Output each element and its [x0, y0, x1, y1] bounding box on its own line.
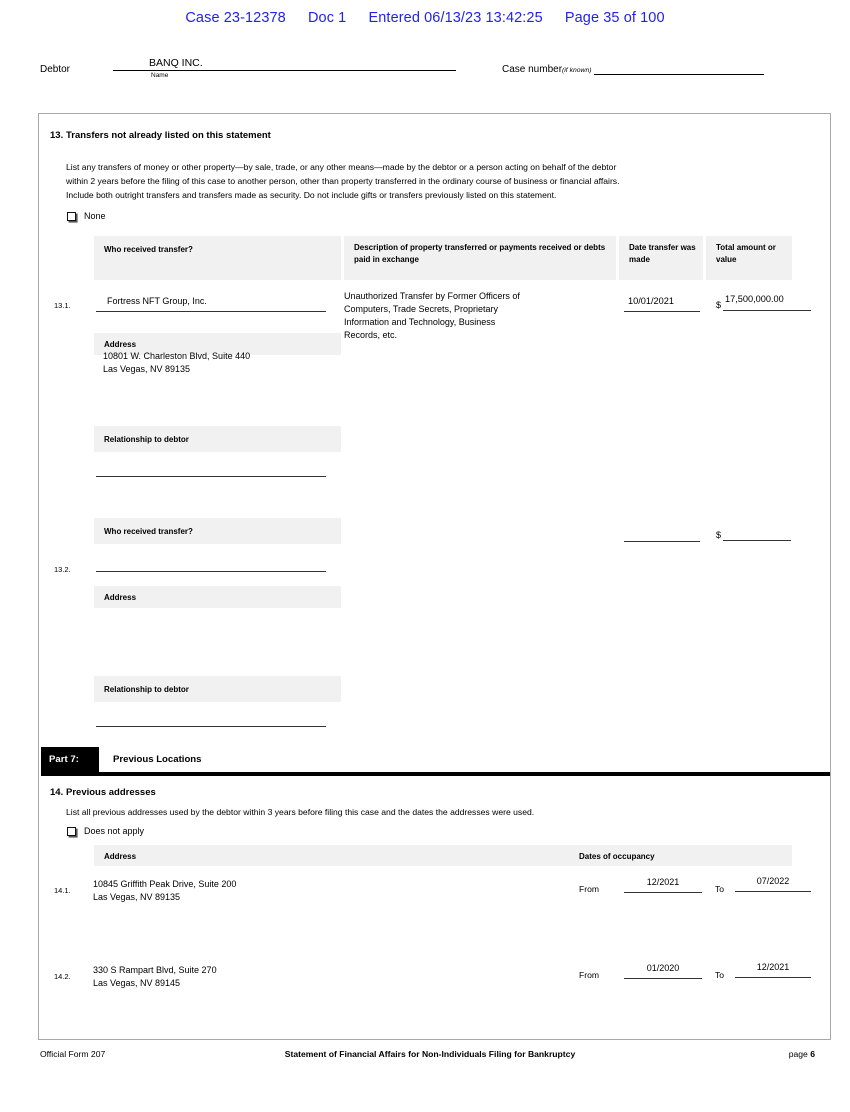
column-header-who-received-transfer: Who received transfer?: [94, 236, 341, 280]
previous-address-line-1-14-1[interactable]: 10845 Griffith Peak Drive, Suite 200: [93, 879, 237, 889]
relationship-label-13-2: Relationship to debtor: [94, 676, 341, 702]
ecf-header-stamp: [0, 10, 850, 26]
description-line-2-13-1: Computers, Trade Secrets, Proprietary: [344, 304, 499, 314]
transfer-amount-rule-13-2: [723, 540, 791, 541]
case-number-input[interactable]: [594, 64, 764, 75]
currency-symbol-13-1: $: [716, 300, 722, 310]
previous-address-line-1-14-2[interactable]: 330 S Rampart Blvd, Suite 270: [93, 965, 217, 975]
question-13-title: Transfers not already listed on this statement: [66, 130, 271, 141]
occupancy-from-rule-14-2: [624, 978, 702, 979]
column-header-dates-of-occupancy: Dates of occupancy: [575, 845, 792, 866]
row-index-13-2: 13.2.: [54, 565, 71, 574]
question-14-title: Previous addresses: [66, 787, 156, 798]
address-line-2-13-1[interactable]: Las Vegas, NV 89135: [103, 364, 191, 374]
relationship-rule-13-2: [96, 726, 326, 727]
occupancy-to-14-1[interactable]: 07/2022: [756, 876, 790, 886]
occupancy-from-rule-14-1: [624, 892, 702, 893]
row-index-13-1: 13.1.: [54, 301, 71, 310]
part-7-title: Previous Locations: [113, 754, 202, 765]
occupancy-from-14-2[interactable]: 01/2020: [646, 963, 680, 973]
relationship-label-13-1: Relationship to debtor: [94, 426, 341, 452]
debtor-header-row: [40, 57, 810, 89]
description-line-4-13-1: Records, etc.: [344, 330, 398, 340]
question-14-does-not-apply-label: Does not apply: [84, 826, 145, 836]
question-13-body-line-3: Include both outright transfers and transfers made as security. Do not include gifts or transfers previously listed on this statement.: [66, 190, 557, 200]
question-13-number: 13.: [50, 130, 64, 141]
recipient-name-13-1[interactable]: Fortress NFT Group, Inc.: [107, 296, 207, 306]
footer-form-name: Official Form 207: [40, 1049, 106, 1059]
row-index-14-1: 14.1.: [54, 886, 71, 895]
ecf-case-number: Case 23-12378: [185, 10, 286, 26]
occupancy-to-14-2[interactable]: 12/2021: [756, 962, 790, 972]
debtor-name-field[interactable]: [113, 57, 456, 79]
row-index-14-2: 14.2.: [54, 972, 71, 981]
column-header-total-amount: Total amount or value: [706, 236, 792, 280]
recipient-rule-13-2: [96, 571, 326, 572]
ecf-page-indicator: Page 35 of 100: [564, 10, 665, 26]
address-label-13-1: Address: [94, 333, 341, 355]
case-number-field[interactable]: [502, 64, 810, 75]
from-label-14-1: From: [579, 884, 600, 894]
footer-page-number: [789, 1049, 815, 1059]
column-header-address: Address: [94, 845, 792, 866]
question-14-number: 14.: [50, 787, 64, 798]
transfer-date-rule-13-2: [624, 541, 700, 542]
question-14-body: List all previous addresses used by the debtor within 3 years before filing this case and the dates the addresses were used.: [66, 807, 535, 817]
question-13-none-checkbox[interactable]: [67, 212, 76, 221]
column-header-description: Description of property transferred or payments received or debts paid in exchange: [344, 236, 616, 280]
relationship-rule-13-1: [96, 476, 326, 477]
case-number-label: Case number: [502, 64, 563, 75]
column-header-who-received-transfer-13-2: Who received transfer?: [94, 518, 341, 544]
currency-symbol-13-2: $: [716, 530, 722, 540]
part-7-divider: [41, 772, 830, 776]
footer-page-label: page: [788, 1049, 808, 1059]
from-label-14-2: From: [579, 970, 600, 980]
transfer-date-rule-13-1: [624, 311, 700, 312]
debtor-name-caption: Name: [151, 72, 169, 79]
column-header-date-transfer: Date transfer was made: [619, 236, 703, 280]
ecf-doc-number: Doc 1: [307, 10, 347, 26]
description-line-3-13-1: Information and Technology, Business: [344, 317, 496, 327]
occupancy-from-14-1[interactable]: 12/2021: [646, 877, 680, 887]
transfer-amount-13-1[interactable]: 17,500,000.00: [725, 294, 784, 304]
form-content-frame: [38, 113, 831, 1040]
question-14-does-not-apply-checkbox[interactable]: [67, 827, 76, 836]
question-13-none-label: None: [84, 211, 106, 221]
previous-address-line-2-14-1[interactable]: Las Vegas, NV 89135: [93, 892, 181, 902]
question-13-body-line-1: List any transfers of money or other property—by sale, trade, or any other means—made by the debtor or a person acting on behalf of the debtor: [66, 162, 617, 172]
footer-page-value: 6: [810, 1049, 815, 1059]
debtor-label: Debtor: [40, 64, 71, 75]
occupancy-to-rule-14-1: [735, 891, 811, 892]
part-7-tag: Part 7:: [41, 747, 99, 772]
debtor-name-value: BANQ INC.: [149, 57, 203, 69]
question-13-body-line-2: within 2 years before the filing of this case to another person, other than property transferred in the ordinary course of business or financial affairs.: [66, 176, 620, 186]
transfer-date-13-1[interactable]: 10/01/2021: [628, 296, 674, 306]
transfer-amount-rule-13-1: [723, 310, 811, 311]
recipient-rule-13-1: [96, 311, 326, 312]
part-7-bar: [41, 747, 830, 772]
description-line-1-13-1: Unauthorized Transfer by Former Officers of: [344, 291, 520, 301]
to-label-14-1: To: [715, 884, 725, 894]
to-label-14-2: To: [715, 970, 725, 980]
address-line-1-13-1[interactable]: 10801 W. Charleston Blvd, Suite 440: [103, 351, 251, 361]
case-number-hint: (if known): [562, 67, 592, 74]
footer-form-title: Statement of Financial Affairs for Non-Individuals Filing for Bankruptcy: [284, 1049, 576, 1059]
occupancy-to-rule-14-2: [735, 977, 811, 978]
page-footer: [40, 1049, 820, 1065]
previous-address-line-2-14-2[interactable]: Las Vegas, NV 89145: [93, 978, 181, 988]
ecf-entered-timestamp: Entered 06/13/23 13:42:25: [368, 10, 543, 26]
address-label-13-2: Address: [94, 586, 341, 608]
